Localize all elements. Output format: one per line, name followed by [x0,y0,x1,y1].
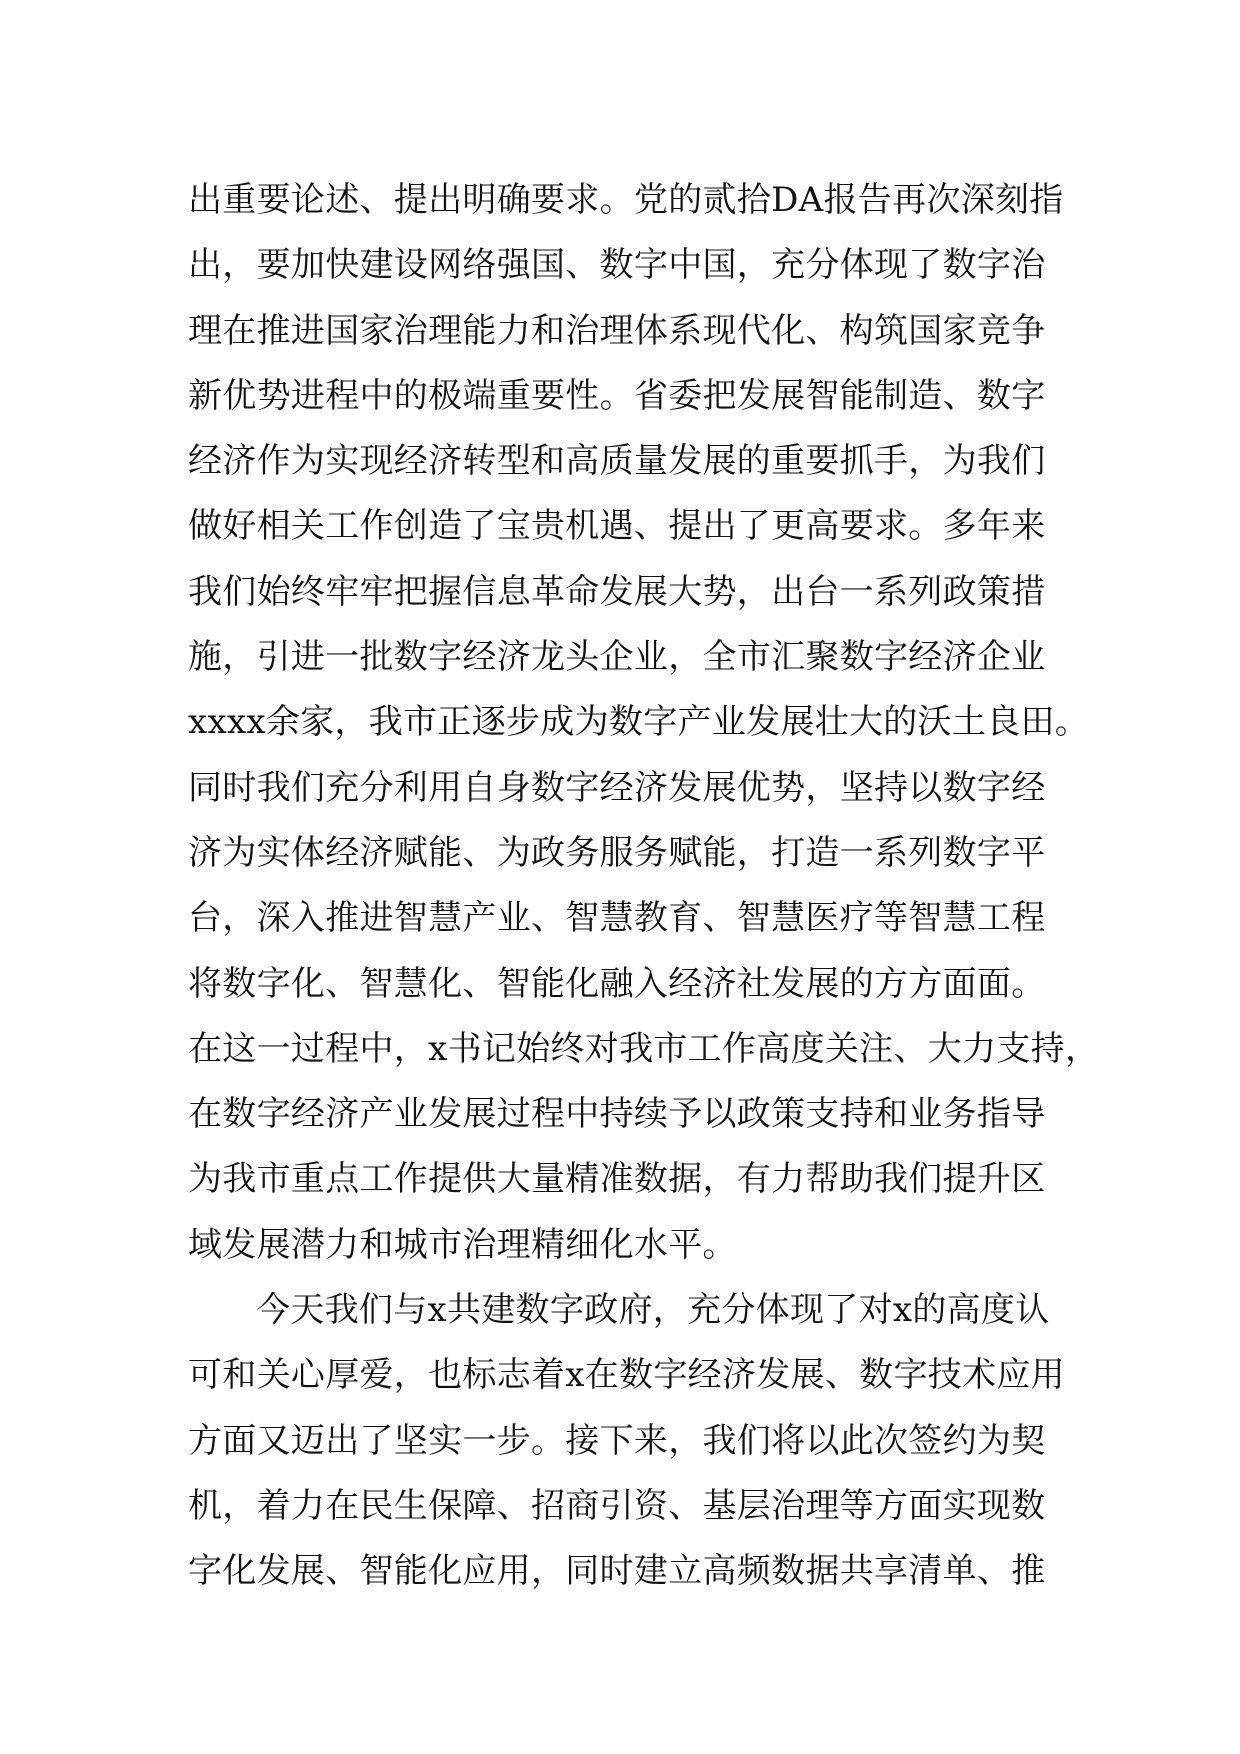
text-line: 出重要论述、提出明确要求。党的贰拾DA报告再次深刻指 [188,180,1064,220]
text-line: 理在推进国家治理能力和治理体系现代化、构筑国家竞争 [188,310,1046,351]
body-text [188,168,1100,1605]
text-line: 将数字化、智慧化、智能化融入经济社发展的方方面面。 [188,963,1046,1004]
text-line: 方面又迈出了坚实一步。接下来，我们将以此次签约为契 [188,1420,1046,1461]
text-line: 出，要加快建设网络强国、数字中国，充分体现了数字治 [188,245,1046,286]
text-line: 可和关心厚爱，也标志着x在数字经济发展、数字技术应用 [188,1355,1065,1396]
text-line: 济为实体经济赋能、为政务服务赋能，打造一系列数字平 [188,832,1046,873]
text-line: 在这一过程中，x书记始终对我市工作高度关注、大力支持， [188,1028,1100,1069]
text-line: 做好相关工作创造了宝贵机遇、提出了更高要求。多年来 [188,506,1046,547]
text-line: 新优势进程中的极端重要性。省委把发展智能制造、数字 [188,375,1046,416]
text-line: 我们始终牢牢把握信息革命发展大势，出台一系列政策措 [188,571,1046,612]
text-line: 机，着力在民生保障、招商引资、基层治理等方面实现数 [188,1485,1046,1526]
text-line: 在数字经济产业发展过程中持续予以政策支持和业务指导 [188,1094,1046,1135]
text-line: 施，引进一批数字经济龙头企业，全市汇聚数字经济企业 [188,637,1046,678]
text-line: 台，深入推进智慧产业、智慧教育、智慧医疗等智慧工程 [188,898,1046,939]
text-line: 为我市重点工作提供大量精准数据，有力帮助我们提升区 [188,1159,1046,1200]
text-line: 域发展潜力和城市治理精细化水平。 [188,1224,737,1265]
paragraph-first-line: 今天我们与x共建数字政府，充分体现了对x的高度认 [256,1290,1050,1331]
text-line: 字化发展、智能化应用，同时建立高频数据共享清单、推 [188,1551,1046,1592]
text-line: xxxx余家，我市正逐步成为数字产业发展壮大的沃土良田。 [188,702,1090,743]
text-line: 经济作为实现经济转型和高质量发展的重要抓手，为我们 [188,441,1046,482]
text-line: 同时我们充分利用自身数字经济发展优势，坚持以数字经 [188,767,1046,808]
